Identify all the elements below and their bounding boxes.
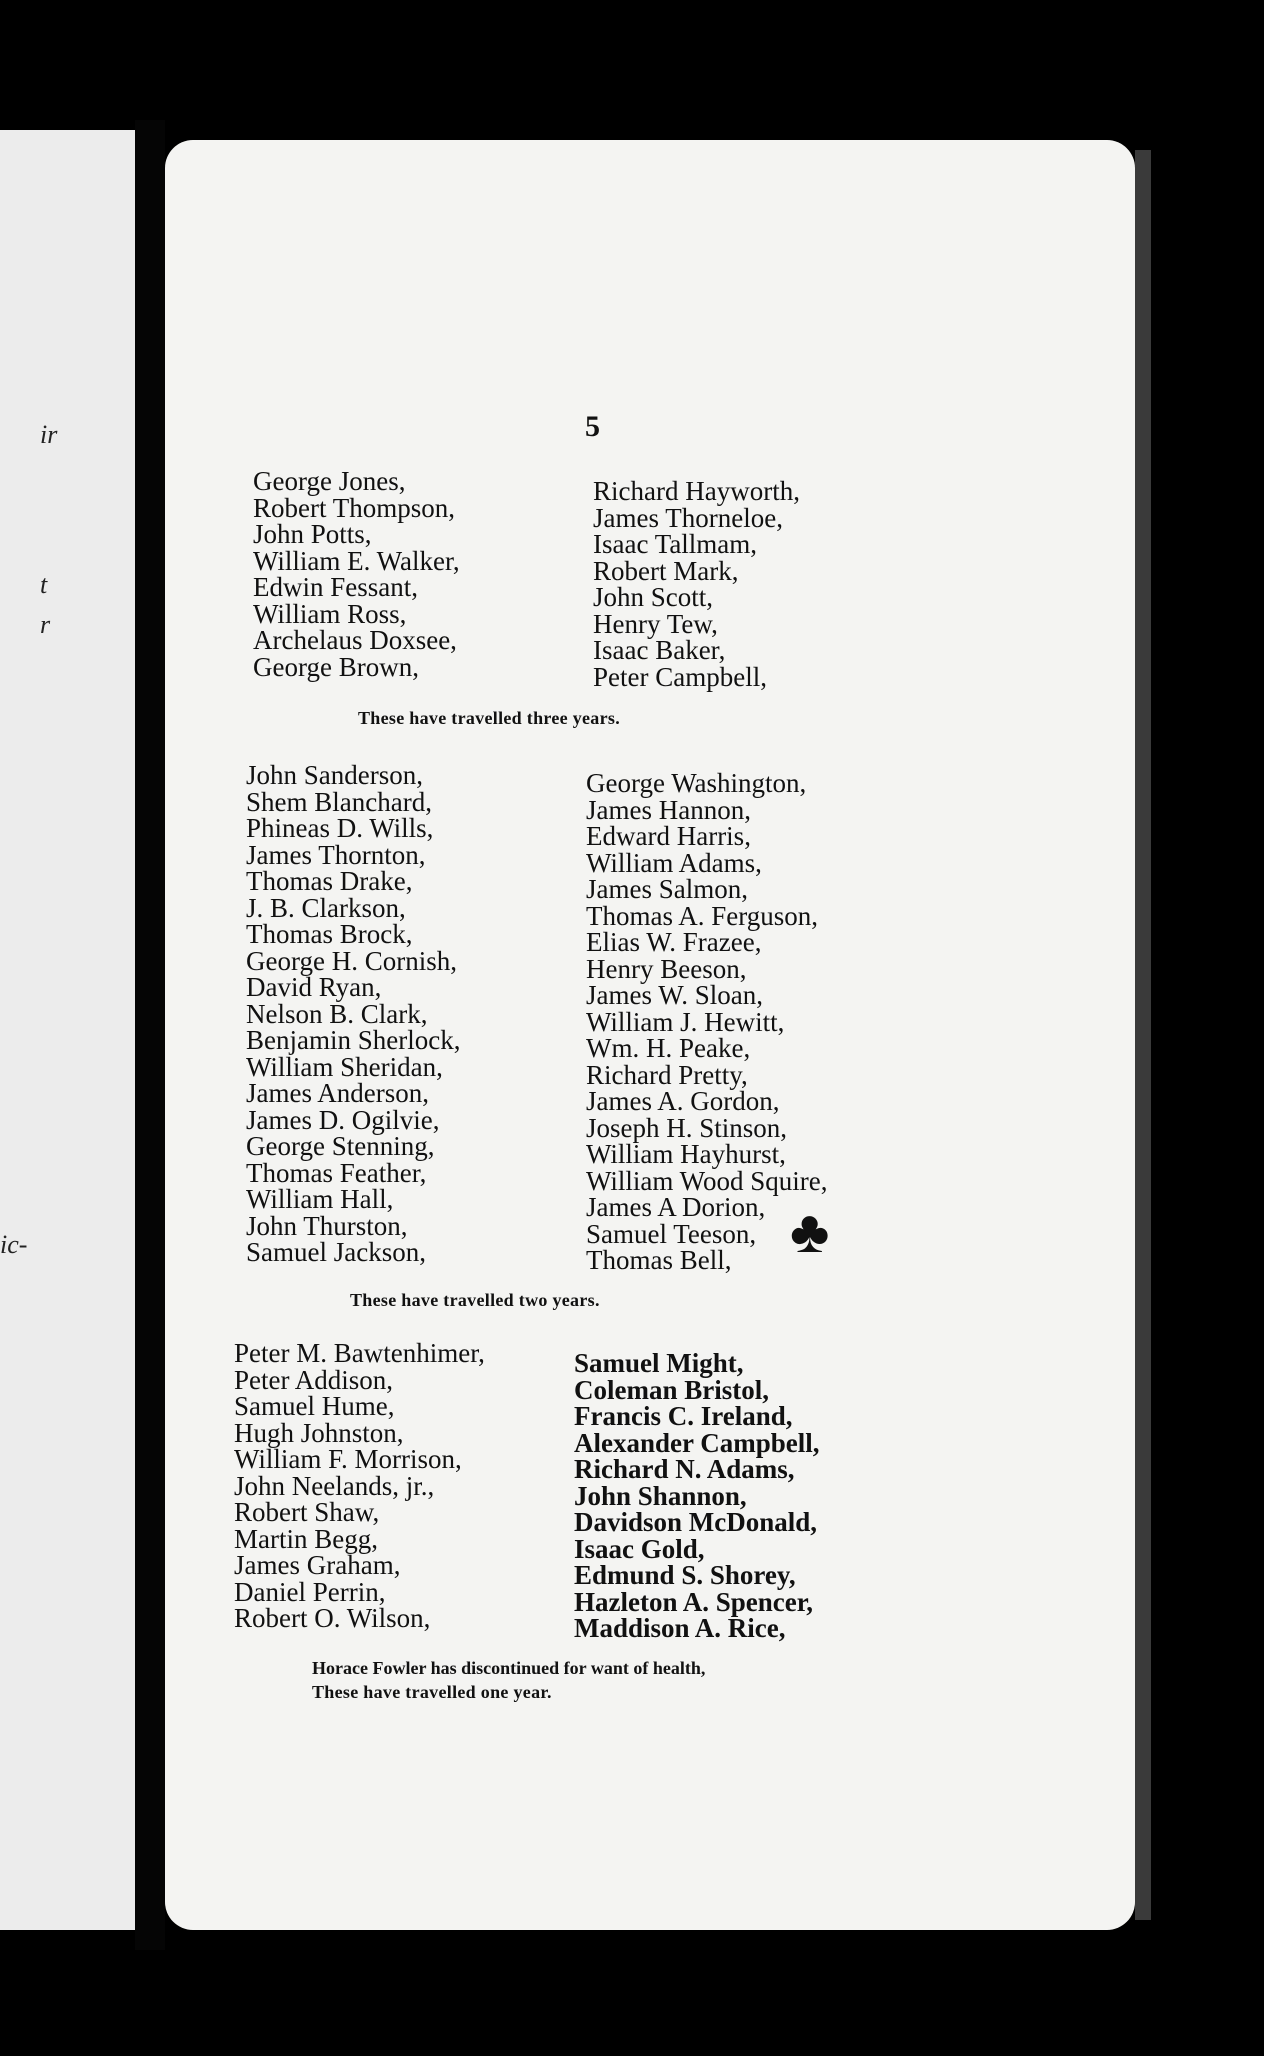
list-item: Thomas Brock, [246,919,413,949]
list-item: Hazleton A. Spencer, [574,1586,813,1617]
list-item: James A. Gordon, [586,1086,780,1116]
list-item: George Stenning, [246,1131,435,1161]
list-item: Robert Mark, [593,555,739,586]
list-item: Richard N. Adams, [574,1454,795,1484]
list-item: Edwin Fessant, [253,572,418,602]
list-item: David Ryan, [246,972,382,1002]
list-item: Davidson McDonald, [574,1507,818,1537]
list-item: Archelaus Doxsee, [253,625,457,655]
list-item: Henry Tew, [593,608,718,639]
book-gutter [135,120,165,1950]
list-item: Peter Addison, [234,1364,393,1395]
list-item: James A Dorion, [586,1192,766,1222]
list-item: William E. Walker, [253,545,460,576]
section2-caption: These have travelled two years. [350,1290,600,1310]
left-fragment-2: t [40,570,48,599]
list-item: George Jones, [253,466,406,496]
section1-right-column [593,478,800,690]
page-edge [1135,150,1151,1920]
list-item: John Shannon, [574,1480,747,1511]
list-item: George H. Cornish, [246,945,457,976]
section3-right-column [574,1350,820,1642]
list-item: Henry Beeson, [586,953,747,984]
list-item: J. B. Clarkson, [246,892,406,923]
list-item: James D. Ogilvie, [246,1104,440,1135]
list-item: Robert Thompson, [253,492,455,523]
list-item: Richard Pretty, [586,1059,748,1090]
list-item: William F. Morrison, [234,1444,462,1474]
left-fragment-4: ic- [0,1230,28,1259]
list-item: Elias W. Frazee, [586,927,762,957]
list-item: William J. Hewitt, [586,1006,785,1037]
list-item: Martin Begg, [234,1523,378,1554]
list-item: Edward Harris, [586,821,751,851]
section2-left-column [246,762,460,1266]
list-item: Peter Campbell, [593,661,767,692]
list-item: Isaac Tallmam, [593,529,758,559]
list-item: Thomas Bell, [586,1245,732,1275]
list-item: George Brown, [253,651,419,682]
adjacent-page-fragment [0,130,135,1930]
list-item: Samuel Hume, [234,1391,395,1421]
list-item: James Hannon, [586,794,751,825]
list-item: Shem Blanchard, [246,786,432,817]
list-item: Wm. H. Peake, [586,1033,751,1063]
list-item: Samuel Jackson, [246,1237,426,1267]
list-item: James Thorneloe, [593,502,783,533]
list-item: George Washington, [586,768,807,798]
list-item: Maddison A. Rice, [574,1613,786,1643]
list-item: Thomas Drake, [246,866,413,896]
list-item: Samuel Might, [574,1348,744,1378]
list-item: John Sanderson, [246,760,423,790]
left-fragment-3: r [40,610,51,639]
list-item: James W. Sloan, [586,980,764,1010]
list-item: Thomas Feather, [246,1157,427,1188]
list-item: Peter M. Bawtenhimer, [234,1338,485,1368]
list-item: Robert Shaw, [234,1497,380,1527]
list-item: Isaac Gold, [574,1533,705,1564]
list-item: Benjamin Sherlock, [246,1025,461,1055]
section3-caption: These have travelled one year. [312,1682,552,1702]
section3-left-column [234,1340,485,1632]
section1-left-column [253,468,460,680]
list-item: Richard Hayworth, [593,476,800,506]
list-item: Alexander Campbell, [574,1427,820,1458]
list-item: Thomas A. Ferguson, [586,900,819,931]
list-item: Daniel Perrin, [234,1576,386,1607]
left-fragment-1: ir [40,420,58,449]
list-item: Joseph H. Stinson, [586,1112,788,1143]
discontinued-note: Horace Fowler has discontinued for want of health, [312,1658,706,1678]
list-item: William Adams, [586,847,762,878]
list-item: William Wood Squire, [586,1165,828,1196]
list-item: Robert O. Wilson, [234,1603,431,1633]
ink-blot: ♣ [790,1199,830,1265]
list-item: James Graham, [234,1550,401,1580]
page-number: 5 [585,410,600,443]
list-item: William Hall, [246,1184,394,1214]
list-item: Phineas D. Wills, [246,813,434,843]
list-item: Coleman Bristol, [574,1374,769,1405]
list-item: James Thornton, [246,839,426,870]
list-item: William Hayhurst, [586,1139,786,1169]
list-item: Edmund S. Shorey, [574,1560,796,1590]
list-item: James Salmon, [586,874,748,904]
list-item: John Potts, [253,519,372,549]
list-item: Francis C. Ireland, [574,1401,793,1431]
list-item: John Scott, [593,582,714,612]
section1-caption: These have travelled three years. [358,708,621,728]
list-item: John Thurston, [246,1210,408,1241]
list-item: Hugh Johnston, [234,1417,404,1448]
list-item: James Anderson, [246,1078,429,1108]
list-item: Nelson B. Clark, [246,998,428,1029]
list-item: Samuel Teeson, [586,1218,757,1249]
list-item: Isaac Baker, [593,635,726,665]
list-item: John Neelands, jr., [234,1470,435,1501]
list-item: William Ross, [253,598,407,629]
list-item: William Sheridan, [246,1051,443,1082]
